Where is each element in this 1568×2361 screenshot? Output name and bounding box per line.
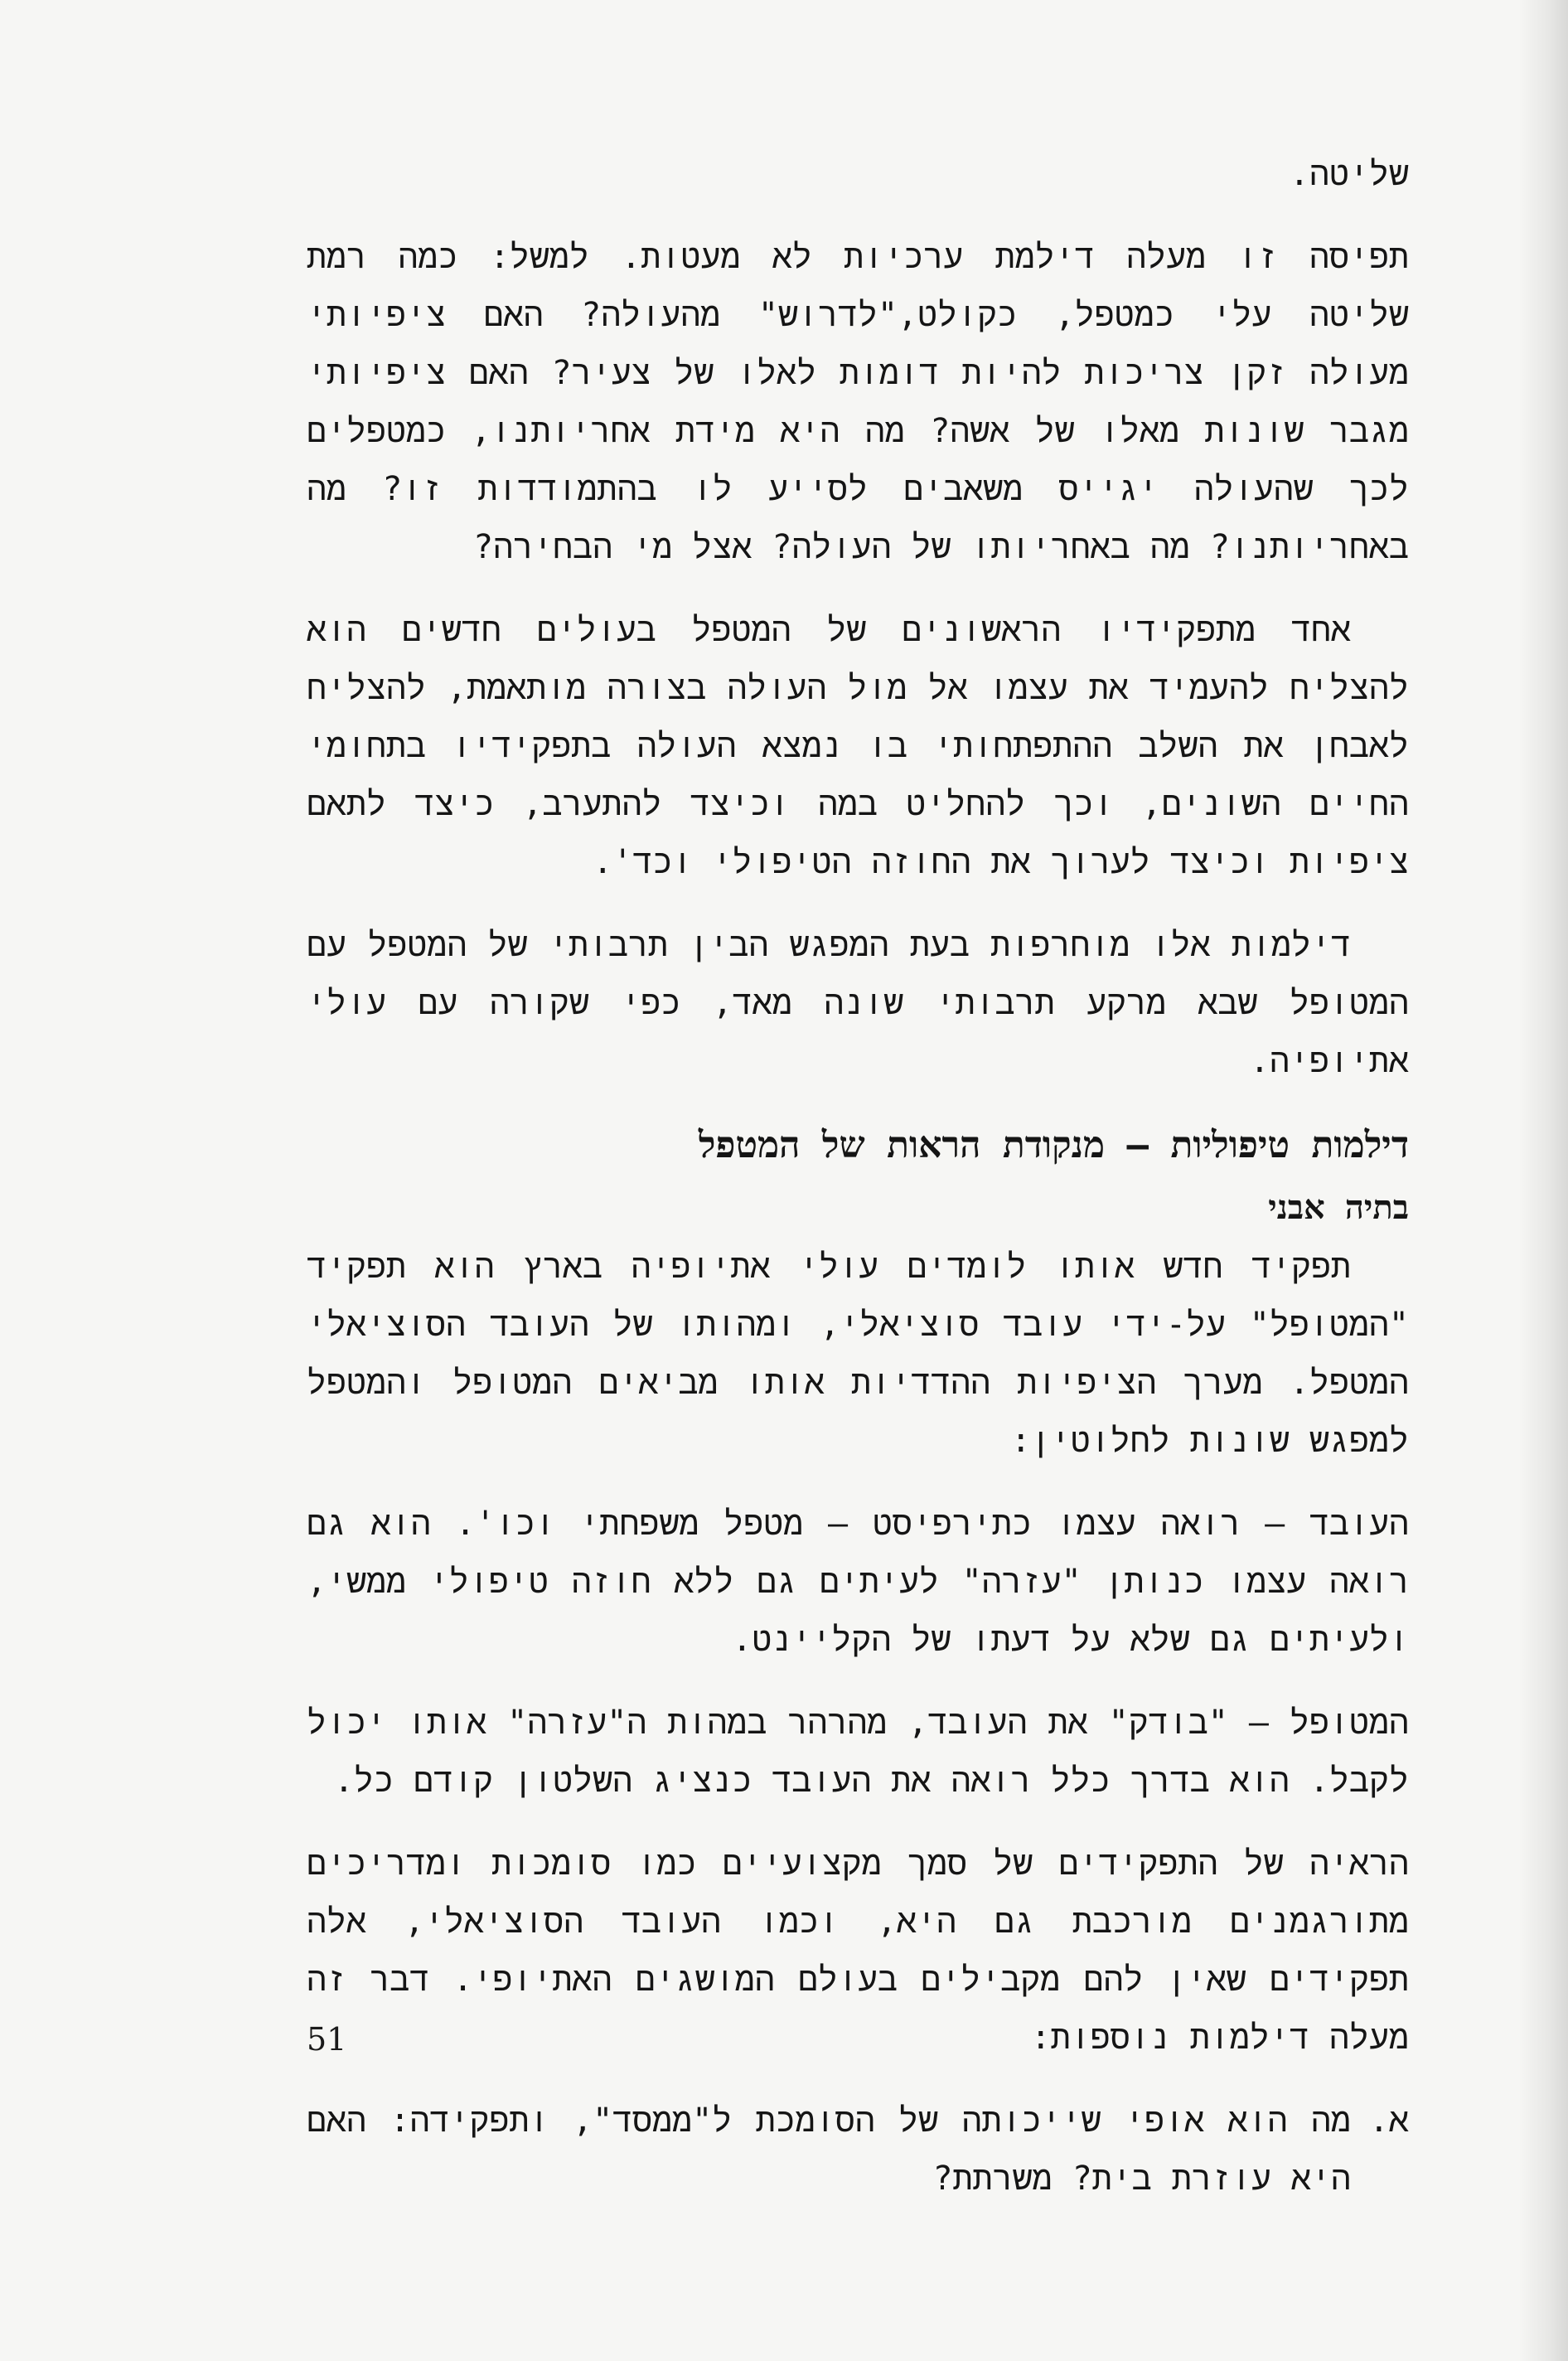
- paragraph-continuation: שליטה.: [1289, 155, 1409, 193]
- list-item: [307, 2092, 1409, 2208]
- page-number: 51: [307, 2021, 347, 2058]
- section-heading: דילמות טיפוליות – מנקודת הראות של המטפל: [698, 1124, 1409, 1166]
- section-author: בתיה אבני: [1268, 1189, 1409, 1227]
- paragraph-client: המטופל – "בודק" את העובד, מהרהר במהות ה"עזרה" אותו יכול לקבל. הוא בדרך כלל רואה את העובד כנציג השלטון קודם כל.: [307, 1704, 1409, 1800]
- paragraph-dilemmas: תפיסה זו מעלה דילמת ערכיות לא מעטות. למשל: כמה רמת שליטה עלי כמטפל, כקולט,"לדרוש" מהעולה? האם ציפיותי מעולה זקן צריכות להיות דומות לאלו של צעיר? האם ציפיותי מגבר שונות מאלו של אשה? מה היא מידת אחריותנו, כמטפלים לכך שהעולה יגייס משאבים לסייע לו בהתמודדות זו? מה באחריותנו? מה באחריותו של העולה? אצל מי הבחירה?: [307, 238, 1409, 566]
- list-item-text: מה הוא אופי שייכותה של הסומכת ל"ממסד", ותפקידה: האם היא עוזרת בית? משרתת?: [307, 2102, 1351, 2198]
- paragraph-paraprofessionals: הראיה של התפקידים של סמך מקצועיים כמו סומכות ומדריכים מתורגמנים מורכבת גם היא, וכמו העובד הסוציאלי, אלה תפקידים שאין להם מקבילים בעולם המושגים האתיופי. דבר זה מעלה דילמות נוספות:: [307, 1845, 1409, 2057]
- page-edge-shadow: [1518, 0, 1568, 2361]
- paragraph-new-role: תפקיד חדש אותו לומדים עולי אתיופיה בארץ הוא תפקיד "המטופל" על-ידי עובד סוציאלי, ומהותו של העובד הסוציאלי המטפל. מערך הציפיות ההדדיות אותו מביאים המטופל והמטפל למפגש שונות לחלוטין:: [307, 1248, 1409, 1460]
- list-marker: א.: [1368, 2102, 1409, 2140]
- page-content: [307, 145, 1409, 2208]
- paragraph-therapist-role: אחד מתפקידיו הראשונים של המטפל בעולים חדשים הוא להצליח להעמיד את עצמו אל מול העולה בצורה מותאמת, להצליח לאבחן את השלב ההתפתחותי בו נמצא העולה בתפקידיו בתחומי החיים השונים, וכך להחליט במה וכיצד להתערב, כיצד לתאם ציפיות וכיצד לערוך את החוזה הטיפולי וכד'.: [307, 611, 1409, 881]
- paragraph-cultural-encounter: דילמות אלו מוחרפות בעת המפגש הבין תרבותי של המטפל עם המטופל שבא מרקע תרבותי שונה מאד, כפי שקורה עם עולי אתיופיה.: [307, 926, 1409, 1080]
- paragraph-worker: העובד – רואה עצמו כתירפיסט – מטפל משפחתי וכו'. הוא גם רואה עצמו כנותן "עזרה" לעיתים גם ללא חוזה טיפולי ממשי, ולעיתים גם שלא על דעתו של הקליינט.: [307, 1505, 1409, 1659]
